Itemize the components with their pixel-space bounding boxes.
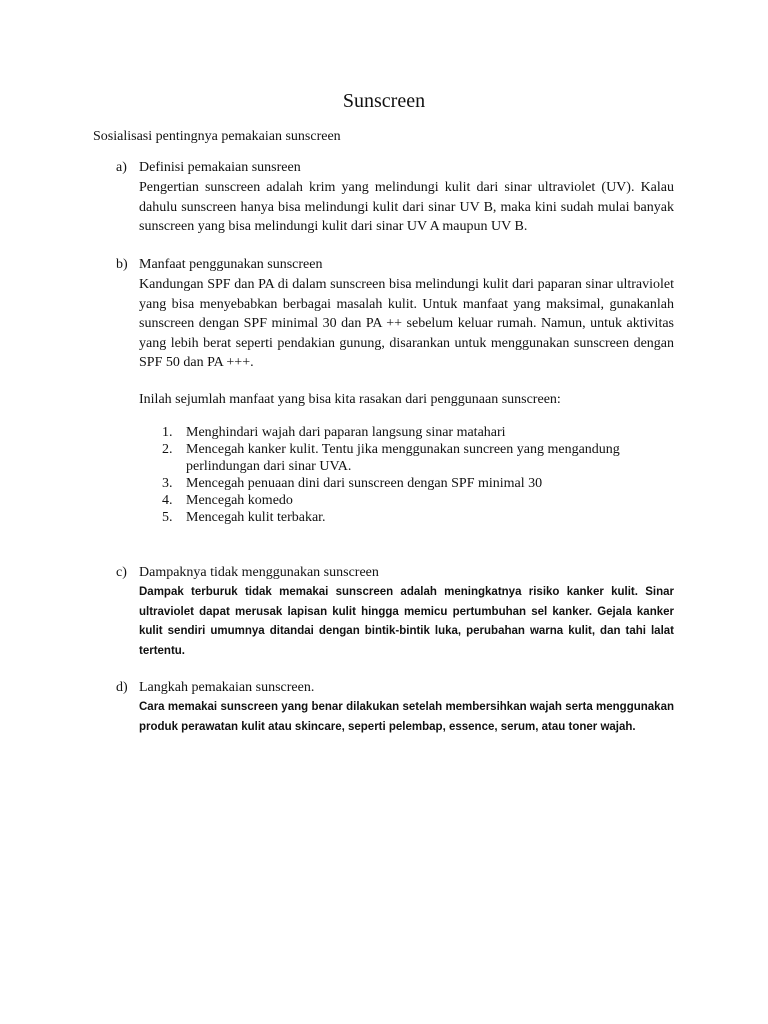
document-title: Sunscreen	[342, 90, 426, 112]
section-heading: Manfaat penggunakan sunscreen	[139, 257, 323, 272]
section-heading: Definisi pemakaian sunsreen	[139, 160, 301, 175]
list-item-number: 3.	[162, 475, 173, 491]
section-marker: c)	[116, 565, 127, 580]
section-steps	[116, 678, 674, 737]
list-item-text: Mencegah kulit terbakar.	[186, 509, 326, 525]
section-paragraph: Dampak terburuk tidak memakai sunscreen adalah meningkatnya risiko kanker kulit. Sinar ultraviolet dapat merusak lapisan kulit hingga memicu pertumbuhan sel kanker. Gejala kanker kulit sendiri umumnya ditandai dengan bintik-bintik luka, perubahan warna kulit, dan tahi lalat tertentu.	[139, 586, 674, 657]
section-paragraph: Kandungan SPF dan PA di dalam sunscreen bisa melindungi kulit dari paparan sinar ultraviolet yang bisa menyebabkan berbagai masalah kulit. Untuk manfaat yang maksimal, gunakanlah sunscreen dengan SPF minimal 30 dan PA ++ sebelum keluar rumah. Namun, untuk aktivitas yang lebih berat seperti pendakian gunung, disarankan untuk menggunakan sunscreen dengan SPF 50 dan PA +++.	[139, 277, 674, 370]
list-item	[139, 424, 674, 441]
section-heading: Dampaknya tidak menggunakan sunscreen	[139, 565, 379, 580]
section-benefits	[116, 255, 674, 526]
section-marker: a)	[116, 160, 127, 175]
list-item	[139, 509, 674, 526]
section-heading: Langkah pemakaian sunscreen.	[139, 680, 315, 695]
list-item-number: 4.	[162, 492, 173, 508]
list-item-number: 2.	[162, 441, 173, 457]
section-marker: d)	[116, 680, 128, 695]
list-item	[139, 492, 674, 509]
list-item-text: Menghindari wajah dari paparan langsung sinar matahari	[186, 424, 506, 440]
section-paragraph: Cara memakai sunscreen yang benar dilakukan setelah membersihkan wajah serta menggunakan produk perawatan kulit atau skincare, seperti pelembap, essence, serum, atau toner wajah.	[139, 701, 674, 733]
list-item-text: Mencegah penuaan dini dari sunscreen dengan SPF minimal 30	[186, 475, 543, 491]
document-subtitle: Sosialisasi pentingnya pemakaian sunscreen	[93, 129, 341, 144]
benefits-list	[139, 424, 674, 526]
section-paragraph: Pengertian sunscreen adalah krim yang melindungi kulit dari sinar ultraviolet (UV). Kalau dahulu sunscreen hanya bisa melindungi kulit dari sinar UV B, maka kini sudah mulai banyak sunscreen yang bisa melindungi kulit dari sinar UV A maupun UV B.	[139, 180, 674, 234]
list-item	[139, 441, 674, 475]
list-item-text: Mencegah komedo	[186, 492, 293, 508]
list-item-number: 1.	[162, 424, 173, 440]
section-impact	[116, 563, 674, 661]
list-item-text: Mencegah kanker kulit. Tentu jika menggunakan suncreen yang mengandung perlindungan dari sinar UVA.	[186, 441, 620, 474]
section-definition	[116, 158, 674, 237]
list-item	[139, 475, 674, 492]
list-item-number: 5.	[162, 509, 173, 525]
section-marker: b)	[116, 257, 128, 272]
benefits-intro: Inilah sejumlah manfaat yang bisa kita rasakan dari penggunaan sunscreen:	[139, 391, 561, 407]
